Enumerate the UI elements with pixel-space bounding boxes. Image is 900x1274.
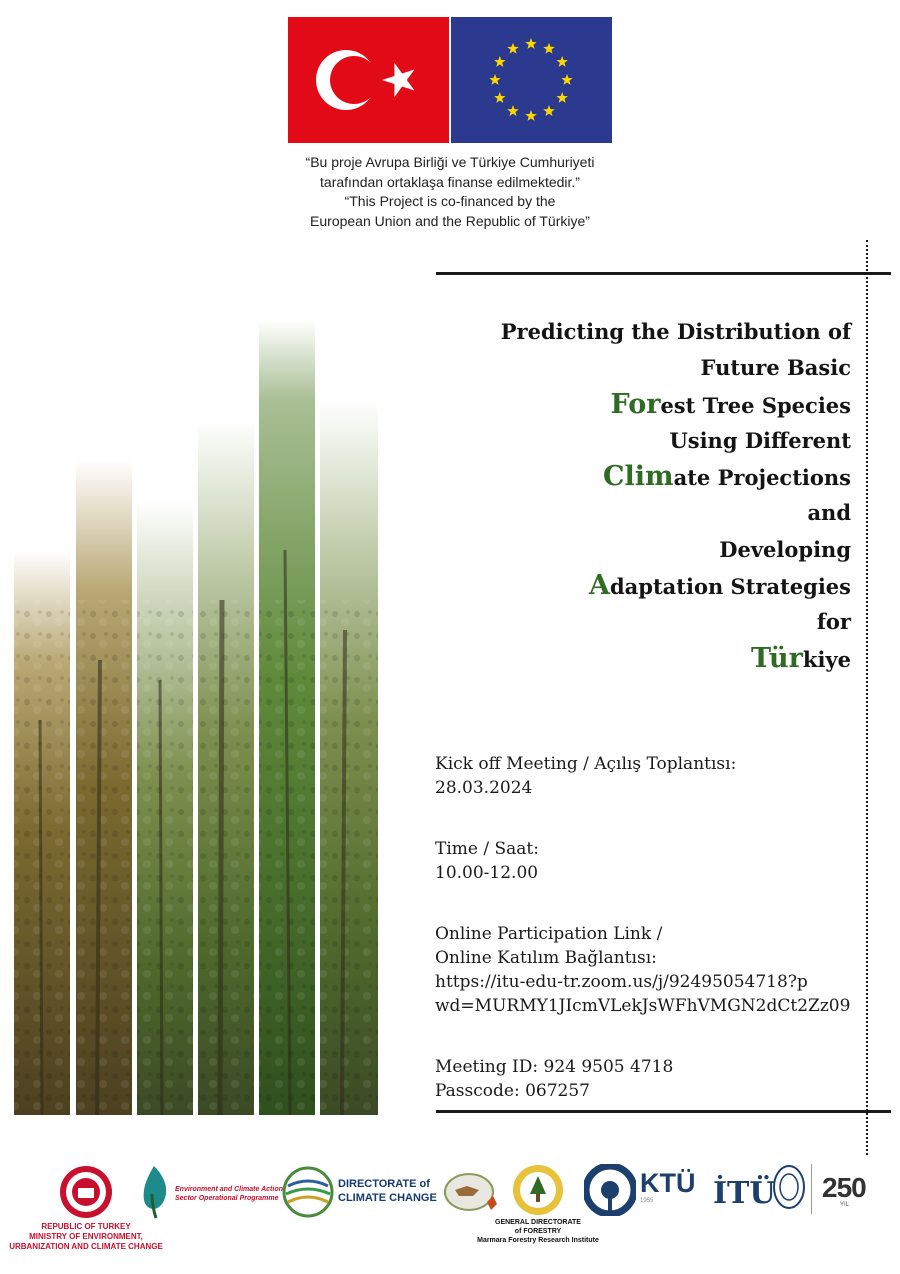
meeting-date: 28.03.2024 bbox=[435, 778, 533, 798]
ecap-line: Environment and Climate Action bbox=[175, 1186, 283, 1193]
project-title bbox=[431, 314, 851, 677]
ktu-emblem-icon bbox=[584, 1164, 636, 1216]
title-line bbox=[431, 459, 851, 495]
title-line bbox=[431, 314, 851, 350]
meeting-label: Kick off Meeting / Açılış Toplantısı: bbox=[435, 754, 737, 774]
title-text: and bbox=[807, 500, 851, 526]
title-highlight: A bbox=[589, 570, 610, 602]
ecap-leaf-icon bbox=[136, 1164, 172, 1220]
climate-globe-icon bbox=[282, 1166, 334, 1218]
title-text: est Tree Species bbox=[660, 392, 851, 418]
gdf-caption bbox=[463, 1218, 613, 1245]
ministry-line: URBANIZATION AND CLIMATE CHANGE bbox=[9, 1242, 163, 1251]
link-label: Online Participation Link / bbox=[435, 924, 663, 944]
time-value: 10.00-12.00 bbox=[435, 863, 539, 883]
meeting-id: Meeting ID: 924 9505 4718 bbox=[435, 1057, 674, 1077]
flags bbox=[288, 17, 612, 143]
ministry-line: REPUBLIC OF TURKEY bbox=[41, 1222, 131, 1231]
cofinance-line: “Bu proje Avrupa Birliği ve Türkiye Cumhuriyeti bbox=[305, 154, 595, 170]
cofinance-notice bbox=[250, 153, 650, 231]
link-label: Online Katılım Bağlantısı: bbox=[435, 948, 657, 968]
itu-logo-text: İTÜ bbox=[713, 1176, 776, 1211]
ministry-caption bbox=[6, 1222, 166, 1252]
title-line bbox=[431, 568, 851, 604]
gdf-line: of FORESTRY bbox=[514, 1228, 562, 1235]
ktu-year: 1955 bbox=[640, 1198, 654, 1204]
title-highlight: Tür bbox=[751, 642, 803, 674]
top-divider bbox=[436, 272, 891, 275]
title-text: Predicting the Distribution of bbox=[500, 319, 851, 344]
ecap-line: Sector Operational Programme bbox=[175, 1195, 279, 1202]
title-line bbox=[431, 532, 851, 568]
title-text: Developing bbox=[719, 536, 851, 562]
event-info bbox=[435, 752, 875, 1103]
title-text: Future Basic bbox=[700, 355, 851, 381]
itu-seal-icon bbox=[772, 1164, 806, 1210]
dcc-line: CLIMATE CHANGE bbox=[338, 1192, 437, 1204]
title-text: for bbox=[816, 609, 851, 635]
bottom-divider bbox=[436, 1110, 891, 1113]
eu-flag bbox=[451, 17, 612, 143]
forclima-map-icon bbox=[443, 1164, 499, 1214]
dcc-line: DIRECTORATE of bbox=[338, 1178, 430, 1190]
gdf-line: GENERAL DIRECTORATE bbox=[495, 1219, 581, 1226]
forest-image-strips bbox=[0, 300, 400, 1120]
title-highlight: Clim bbox=[603, 461, 674, 493]
title-line bbox=[431, 350, 851, 386]
partner-logos bbox=[0, 1160, 900, 1274]
cofinance-line: “This Project is co-financed by the bbox=[344, 193, 556, 209]
dcc-caption bbox=[338, 1177, 448, 1205]
anniversary-250: 250 bbox=[822, 1172, 866, 1203]
ministry-emblem-icon bbox=[58, 1164, 114, 1220]
title-text: daptation Strategies bbox=[610, 574, 851, 600]
title-line bbox=[431, 387, 851, 423]
cofinance-line: European Union and the Republic of Türkiye” bbox=[310, 212, 590, 229]
ktu-logo-text: KTÜ bbox=[640, 1168, 696, 1198]
cofinance-line: tarafından ortaklaşa finanse edilmektedir.” bbox=[320, 173, 580, 190]
passcode: Passcode: 067257 bbox=[435, 1081, 590, 1101]
logo-separator bbox=[811, 1164, 812, 1214]
zoom-link[interactable]: wd=MURMY1JIcmVLekJsWFhVMGN2dCt2Zz09 bbox=[435, 996, 851, 1016]
title-text: Using Different bbox=[669, 427, 851, 453]
title-text: ate Projections bbox=[673, 465, 851, 491]
title-highlight: For bbox=[610, 388, 661, 420]
title-line bbox=[431, 495, 851, 531]
turkey-flag bbox=[288, 17, 449, 143]
title-line bbox=[431, 604, 851, 640]
title-line bbox=[431, 423, 851, 459]
zoom-link[interactable]: https://itu-edu-tr.zoom.us/j/92495054718?p bbox=[435, 972, 808, 992]
title-line bbox=[431, 641, 851, 677]
ecap-caption bbox=[175, 1185, 285, 1203]
gdf-emblem-icon bbox=[512, 1164, 564, 1216]
gdf-line: Marmara Forestry Research Institute bbox=[477, 1237, 599, 1244]
anniversary-label: YIL bbox=[840, 1202, 850, 1208]
ministry-line: MINISTRY OF ENVIRONMENT, bbox=[29, 1232, 143, 1241]
title-text: kiye bbox=[802, 646, 851, 672]
time-label: Time / Saat: bbox=[435, 839, 539, 859]
